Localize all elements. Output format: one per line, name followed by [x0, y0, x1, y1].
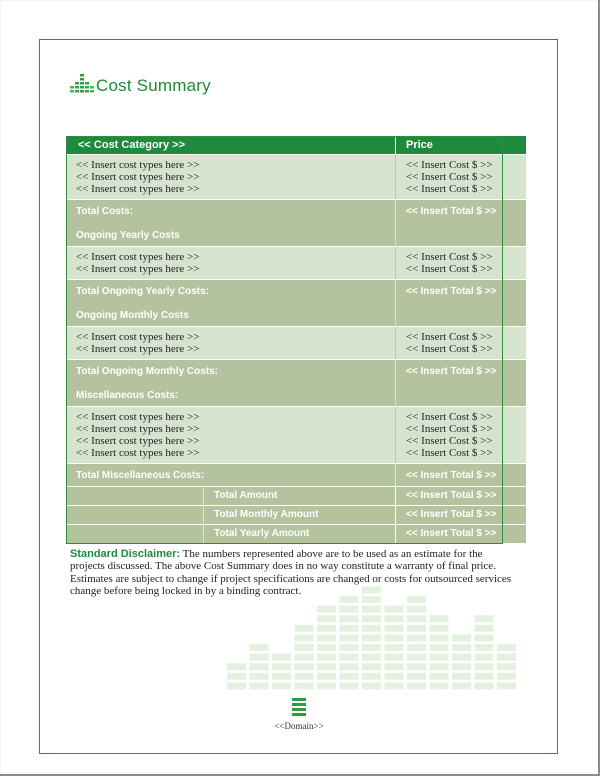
- total-label-cell: [66, 360, 396, 407]
- watermark-bar-segment: [362, 682, 381, 689]
- watermark-bar-segment: [452, 682, 471, 689]
- watermark-bar-segment: [272, 663, 291, 670]
- cost-type-item: << Insert cost types here >>: [76, 447, 200, 459]
- watermark-bar-segment: [295, 654, 314, 661]
- cost-price-item: << Insert Cost $ >>: [406, 263, 493, 275]
- watermark-bar-segment: [340, 682, 359, 689]
- watermark-bar-segment: [385, 606, 404, 613]
- equalizer-watermark: [226, 584, 516, 694]
- watermark-bar-segment: [475, 625, 494, 632]
- watermark-bar-segment: [295, 634, 314, 641]
- cost-price-item: << Insert Cost $ >>: [406, 251, 493, 263]
- cost-summary-table: [66, 136, 526, 544]
- watermark-bar-segment: [430, 654, 449, 661]
- watermark-bar-segment: [250, 654, 269, 661]
- watermark-bar-segment: [362, 634, 381, 641]
- watermark-bar-segment: [452, 673, 471, 680]
- watermark-bar-segment: [407, 615, 426, 622]
- watermark-bar-segment: [317, 673, 336, 680]
- watermark-bar-segment: [250, 644, 269, 651]
- section-heading: Ongoing Yearly Costs: [76, 230, 180, 241]
- cost-type-item: << Insert cost types here >>: [76, 263, 200, 275]
- watermark-bar-segment: [385, 625, 404, 632]
- watermark-bar-segment: [430, 615, 449, 622]
- watermark-bar-segment: [317, 625, 336, 632]
- watermark-bar-segment: [340, 673, 359, 680]
- watermark-bar-segment: [452, 654, 471, 661]
- watermark-bar-segment: [362, 615, 381, 622]
- cost-items-row: [66, 327, 526, 360]
- grand-total-row: [66, 506, 526, 525]
- watermark-bar-segment: [385, 644, 404, 651]
- watermark-bar-segment: [385, 634, 404, 641]
- watermark-bar-segment: [272, 682, 291, 689]
- cost-price-item: << Insert Cost $ >>: [406, 435, 493, 447]
- watermark-bar-segment: [497, 644, 516, 651]
- cost-items-row: [66, 407, 526, 464]
- watermark-bar-segment: [362, 654, 381, 661]
- cost-price-item: << Insert Cost $ >>: [406, 171, 493, 183]
- cost-prices-cell: [396, 327, 527, 360]
- cost-price-item: << Insert Cost $ >>: [406, 183, 493, 195]
- watermark-bar-segment: [497, 673, 516, 680]
- footer-domain: <<Domain>>: [274, 721, 324, 731]
- watermark-bar-segment: [317, 615, 336, 622]
- watermark-bar-segment: [497, 663, 516, 670]
- price-header: Price: [396, 136, 527, 155]
- watermark-bar-segment: [340, 634, 359, 641]
- watermark-bar-segment: [430, 663, 449, 670]
- cost-items-row: [66, 155, 526, 200]
- cost-items-cell: [66, 327, 396, 360]
- grand-total-blank: [66, 525, 204, 543]
- cost-type-item: << Insert cost types here >>: [76, 423, 200, 435]
- watermark-bar-segment: [340, 654, 359, 661]
- grand-total-row: [66, 525, 526, 544]
- watermark-bar-segment: [430, 682, 449, 689]
- total-row: [66, 280, 526, 327]
- cost-prices-cell: [396, 247, 527, 280]
- watermark-bar-segment: [430, 644, 449, 651]
- watermark-bar-segment: [362, 596, 381, 603]
- watermark-bar-segment: [475, 634, 494, 641]
- cost-type-item: << Insert cost types here >>: [76, 331, 200, 343]
- watermark-bar-segment: [452, 644, 471, 651]
- cost-price-item: << Insert Cost $ >>: [406, 343, 493, 355]
- total-row: [66, 200, 526, 247]
- grand-total-value: << Insert Total $ >>: [396, 525, 527, 544]
- watermark-bar-segment: [407, 673, 426, 680]
- watermark-bar-segment: [407, 644, 426, 651]
- total-label-cell: [66, 200, 396, 247]
- watermark-bar-segment: [272, 673, 291, 680]
- watermark-bar-segment: [385, 654, 404, 661]
- watermark-bar-segment: [407, 625, 426, 632]
- watermark-bar-segment: [430, 673, 449, 680]
- grand-total-label: Total Monthly Amount: [214, 509, 319, 520]
- total-label-cell: [66, 464, 396, 487]
- cost-type-item: << Insert cost types here >>: [76, 251, 200, 263]
- total-label: Total Ongoing Monthly Costs:: [76, 366, 219, 377]
- total-value-cell: << Insert Total $ >>: [396, 464, 527, 487]
- watermark-bar-segment: [475, 654, 494, 661]
- watermark-bar-segment: [452, 663, 471, 670]
- watermark-bar-segment: [407, 663, 426, 670]
- watermark-bar-segment: [497, 654, 516, 661]
- total-value-cell: << Insert Total $ >>: [396, 200, 527, 247]
- watermark-bar-segment: [475, 682, 494, 689]
- watermark-bar-segment: [362, 663, 381, 670]
- watermark-bar-segment: [295, 682, 314, 689]
- watermark-bar-segment: [250, 673, 269, 680]
- watermark-bar-segment: [340, 615, 359, 622]
- grand-total-split: [66, 506, 395, 524]
- watermark-bar-segment: [317, 654, 336, 661]
- cost-price-item: << Insert Cost $ >>: [406, 423, 493, 435]
- watermark-bar-segment: [295, 663, 314, 670]
- cost-prices-cell: [396, 155, 527, 200]
- watermark-bar-segment: [295, 644, 314, 651]
- watermark-bar-segment: [407, 654, 426, 661]
- grand-total-split: [66, 525, 395, 543]
- disclaimer-text: The numbers represented above are to be used as an estimate for the projects discussed. The above Cost Summary does in no way constitute a warranty of final price. Estimates are subject to change if project specifications are changed or costs for outsourced services change before being locked in by a binding contract.: [70, 548, 512, 598]
- watermark-bar-segment: [385, 615, 404, 622]
- watermark-bar-segment: [430, 634, 449, 641]
- cost-type-item: << Insert cost types here >>: [76, 159, 200, 171]
- cost-price-item: << Insert Cost $ >>: [406, 447, 493, 459]
- watermark-bar-segment: [340, 596, 359, 603]
- watermark-bar-segment: [272, 654, 291, 661]
- cost-prices-cell: [396, 407, 527, 464]
- grand-total-row: [66, 487, 526, 506]
- watermark-bar-segment: [407, 634, 426, 641]
- grand-total-split: [66, 487, 395, 505]
- grand-total-value: << Insert Total $ >>: [396, 487, 527, 506]
- grand-total-blank: [66, 487, 204, 505]
- footer-stack-logo-icon: [291, 698, 307, 720]
- cost-price-item: << Insert Cost $ >>: [406, 411, 493, 423]
- watermark-bar-segment: [362, 644, 381, 651]
- watermark-bar-segment: [362, 625, 381, 632]
- watermark-bar-segment: [385, 663, 404, 670]
- grand-total-label: Total Amount: [214, 490, 278, 501]
- watermark-bar-segment: [317, 634, 336, 641]
- cost-items-row: [66, 247, 526, 280]
- total-label: Total Miscellaneous Costs:: [76, 470, 205, 481]
- watermark-bar-segment: [407, 682, 426, 689]
- watermark-bar-segment: [362, 606, 381, 613]
- watermark-bar-segment: [475, 615, 494, 622]
- cost-items-cell: [66, 155, 396, 200]
- section-heading: Ongoing Monthly Costs: [76, 310, 189, 321]
- watermark-bar-segment: [475, 663, 494, 670]
- watermark-bar-segment: [362, 673, 381, 680]
- watermark-bar-segment: [340, 663, 359, 670]
- total-label-cell: [66, 280, 396, 327]
- cost-items-cell: [66, 247, 396, 280]
- cost-type-item: << Insert cost types here >>: [76, 171, 200, 183]
- watermark-bar-segment: [430, 625, 449, 632]
- grand-total-spanner: [66, 506, 396, 525]
- total-value-cell: << Insert Total $ >>: [396, 280, 527, 327]
- page-title: Cost Summary: [96, 76, 211, 95]
- cost-type-item: << Insert cost types here >>: [76, 343, 200, 355]
- watermark-bar-segment: [385, 673, 404, 680]
- watermark-bar-segment: [340, 644, 359, 651]
- total-row: [66, 360, 526, 407]
- total-label: Total Costs:: [76, 206, 134, 217]
- watermark-bar-segment: [475, 644, 494, 651]
- watermark-bar-segment: [340, 625, 359, 632]
- grand-total-label: Total Yearly Amount: [214, 528, 310, 539]
- section-heading: Miscellaneous Costs:: [76, 390, 179, 401]
- cost-price-item: << Insert Cost $ >>: [406, 331, 493, 343]
- cost-type-item: << Insert cost types here >>: [76, 183, 200, 195]
- grand-total-spanner: [66, 487, 396, 506]
- cost-type-item: << Insert cost types here >>: [76, 435, 200, 447]
- cost-items-cell: [66, 407, 396, 464]
- watermark-bar-segment: [407, 606, 426, 613]
- bar-chart-logo-icon: [70, 70, 94, 95]
- total-value-cell: << Insert Total $ >>: [396, 360, 527, 407]
- watermark-bar-segment: [227, 673, 246, 680]
- watermark-bar-segment: [317, 682, 336, 689]
- watermark-bar-segment: [340, 606, 359, 613]
- total-label: Total Ongoing Yearly Costs:: [76, 286, 209, 297]
- cost-type-item: << Insert cost types here >>: [76, 411, 200, 423]
- watermark-bar-segment: [227, 682, 246, 689]
- watermark-bar-segment: [250, 682, 269, 689]
- grand-total-value: << Insert Total $ >>: [396, 506, 527, 525]
- watermark-bar-segment: [362, 586, 381, 593]
- grand-total-blank: [66, 506, 204, 524]
- watermark-bar-segment: [497, 682, 516, 689]
- cost-category-header: << Cost Category >>: [66, 136, 396, 155]
- cost-price-item: << Insert Cost $ >>: [406, 159, 493, 171]
- disclaimer-label: Standard Disclaimer:: [70, 548, 181, 560]
- watermark-bar-segment: [475, 673, 494, 680]
- total-row: [66, 464, 526, 487]
- watermark-bar-segment: [407, 596, 426, 603]
- watermark-bar-segment: [317, 663, 336, 670]
- watermark-bar-segment: [227, 663, 246, 670]
- watermark-bar-segment: [250, 663, 269, 670]
- watermark-bar-segment: [317, 606, 336, 613]
- table-header-row: [66, 136, 526, 155]
- watermark-bar-segment: [317, 644, 336, 651]
- grand-total-spanner: [66, 525, 396, 544]
- watermark-bar-segment: [385, 682, 404, 689]
- watermark-bar-segment: [295, 673, 314, 680]
- watermark-bar-segment: [295, 625, 314, 632]
- watermark-bar-segment: [452, 634, 471, 641]
